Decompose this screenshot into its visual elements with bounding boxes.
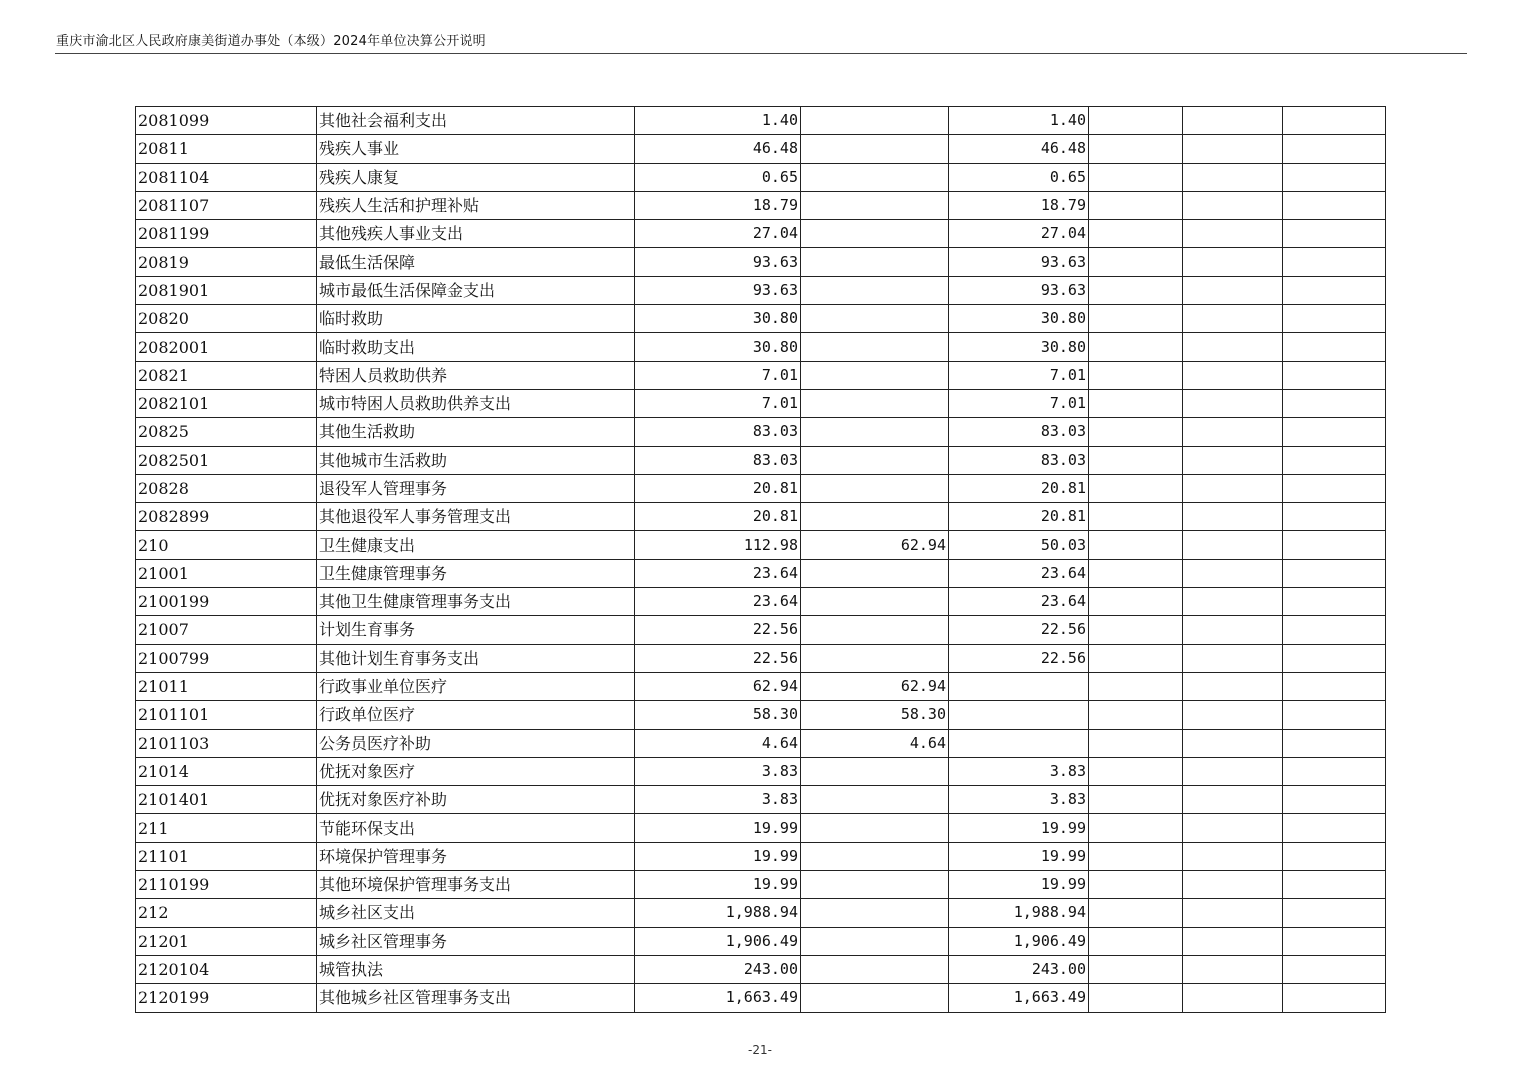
cell-subject-code: 2100199 [136,588,317,616]
cell-total: 4.64 [635,729,801,757]
cell-project-expenditure: 93.63 [949,276,1089,304]
table-row [136,333,1386,361]
cell-column-7 [1183,644,1283,672]
cell-column-8 [1283,701,1386,729]
cell-project-expenditure: 7.01 [949,361,1089,389]
cell-basic-expenditure [801,163,949,191]
cell-column-7 [1183,786,1283,814]
cell-subject-code: 2101103 [136,729,317,757]
cell-subject-code: 20819 [136,248,317,276]
cell-subject-name: 优抚对象医疗 [317,757,635,785]
cell-column-7 [1183,446,1283,474]
cell-column-6 [1089,531,1183,559]
cell-subject-name: 计划生育事务 [317,616,635,644]
table-row [136,672,1386,700]
cell-basic-expenditure [801,361,949,389]
cell-basic-expenditure [801,927,949,955]
cell-subject-code: 2082101 [136,389,317,417]
cell-basic-expenditure [801,333,949,361]
cell-column-7 [1183,474,1283,502]
cell-basic-expenditure: 4.64 [801,729,949,757]
cell-subject-name: 退役军人管理事务 [317,474,635,502]
table-row [136,191,1386,219]
cell-column-6 [1089,955,1183,983]
cell-total: 30.80 [635,305,801,333]
cell-basic-expenditure [801,418,949,446]
cell-basic-expenditure [801,474,949,502]
cell-total: 1,988.94 [635,899,801,927]
cell-total: 23.64 [635,559,801,587]
cell-subject-name: 其他退役军人事务管理支出 [317,503,635,531]
cell-subject-code: 21014 [136,757,317,785]
cell-subject-code: 21101 [136,842,317,870]
table-row [136,220,1386,248]
cell-subject-name: 行政事业单位医疗 [317,672,635,700]
cell-basic-expenditure [801,305,949,333]
cell-project-expenditure: 27.04 [949,220,1089,248]
cell-subject-code: 2101401 [136,786,317,814]
cell-column-8 [1283,163,1386,191]
cell-column-8 [1283,418,1386,446]
cell-subject-name: 残疾人康复 [317,163,635,191]
cell-subject-code: 2081104 [136,163,317,191]
cell-subject-code: 20820 [136,305,317,333]
cell-subject-code: 2081901 [136,276,317,304]
cell-column-6 [1089,163,1183,191]
cell-subject-name: 行政单位医疗 [317,701,635,729]
cell-basic-expenditure [801,220,949,248]
expenditure-table [135,106,1386,1013]
cell-column-6 [1089,842,1183,870]
cell-column-7 [1183,927,1283,955]
cell-total: 1,906.49 [635,927,801,955]
cell-subject-name: 城市特困人员救助供养支出 [317,389,635,417]
cell-total: 7.01 [635,361,801,389]
table-row [136,871,1386,899]
table-row [136,107,1386,135]
cell-total: 19.99 [635,871,801,899]
cell-column-6 [1089,588,1183,616]
cell-column-8 [1283,503,1386,531]
cell-basic-expenditure [801,757,949,785]
cell-subject-code: 20828 [136,474,317,502]
cell-subject-code: 2110199 [136,871,317,899]
cell-column-6 [1089,644,1183,672]
cell-project-expenditure: 3.83 [949,786,1089,814]
cell-subject-name: 其他生活救助 [317,418,635,446]
cell-column-8 [1283,786,1386,814]
cell-subject-name: 城管执法 [317,955,635,983]
cell-basic-expenditure [801,248,949,276]
cell-subject-code: 2082899 [136,503,317,531]
cell-column-6 [1089,446,1183,474]
cell-column-6 [1089,220,1183,248]
cell-subject-name: 优抚对象医疗补助 [317,786,635,814]
cell-subject-name: 城乡社区管理事务 [317,927,635,955]
cell-column-6 [1089,107,1183,135]
cell-subject-name: 其他城乡社区管理事务支出 [317,984,635,1012]
cell-total: 3.83 [635,786,801,814]
cell-subject-name: 残疾人生活和护理补贴 [317,191,635,219]
cell-project-expenditure: 1,988.94 [949,899,1089,927]
cell-subject-name: 其他计划生育事务支出 [317,644,635,672]
cell-column-8 [1283,333,1386,361]
cell-column-7 [1183,729,1283,757]
cell-column-8 [1283,531,1386,559]
cell-column-6 [1089,672,1183,700]
cell-column-8 [1283,191,1386,219]
cell-subject-code: 2120199 [136,984,317,1012]
cell-subject-code: 21001 [136,559,317,587]
cell-subject-name: 其他卫生健康管理事务支出 [317,588,635,616]
cell-column-8 [1283,305,1386,333]
cell-total: 83.03 [635,418,801,446]
cell-column-6 [1089,276,1183,304]
cell-total: 19.99 [635,842,801,870]
table-row [136,616,1386,644]
cell-column-8 [1283,814,1386,842]
cell-project-expenditure: 22.56 [949,616,1089,644]
table-row [136,842,1386,870]
cell-subject-name: 临时救助支出 [317,333,635,361]
cell-subject-code: 20821 [136,361,317,389]
cell-project-expenditure: 30.80 [949,305,1089,333]
table-row [136,163,1386,191]
cell-total: 1,663.49 [635,984,801,1012]
table-row [136,757,1386,785]
cell-project-expenditure: 7.01 [949,389,1089,417]
cell-subject-code: 2081199 [136,220,317,248]
cell-column-6 [1089,927,1183,955]
cell-column-8 [1283,984,1386,1012]
cell-total: 0.65 [635,163,801,191]
cell-column-8 [1283,644,1386,672]
cell-total: 20.81 [635,474,801,502]
cell-project-expenditure: 3.83 [949,757,1089,785]
cell-column-6 [1089,559,1183,587]
cell-project-expenditure: 22.56 [949,644,1089,672]
cell-basic-expenditure [801,616,949,644]
cell-project-expenditure: 18.79 [949,191,1089,219]
cell-basic-expenditure [801,135,949,163]
table-row [136,248,1386,276]
cell-column-8 [1283,135,1386,163]
cell-basic-expenditure [801,984,949,1012]
cell-column-6 [1089,503,1183,531]
cell-column-6 [1089,701,1183,729]
cell-column-8 [1283,616,1386,644]
cell-subject-code: 2081107 [136,191,317,219]
cell-column-6 [1089,418,1183,446]
cell-subject-name: 公务员医疗补助 [317,729,635,757]
table-row [136,899,1386,927]
cell-subject-code: 2082501 [136,446,317,474]
table-row [136,786,1386,814]
cell-column-7 [1183,531,1283,559]
cell-column-7 [1183,135,1283,163]
cell-project-expenditure: 0.65 [949,163,1089,191]
cell-total: 112.98 [635,531,801,559]
cell-column-7 [1183,220,1283,248]
cell-total: 243.00 [635,955,801,983]
cell-total: 93.63 [635,276,801,304]
cell-project-expenditure: 19.99 [949,814,1089,842]
cell-total: 27.04 [635,220,801,248]
cell-total: 20.81 [635,503,801,531]
cell-subject-name: 卫生健康支出 [317,531,635,559]
cell-column-7 [1183,814,1283,842]
cell-column-7 [1183,672,1283,700]
cell-subject-code: 212 [136,899,317,927]
cell-column-7 [1183,418,1283,446]
cell-total: 3.83 [635,757,801,785]
cell-column-7 [1183,871,1283,899]
cell-column-6 [1089,984,1183,1012]
cell-column-8 [1283,107,1386,135]
cell-basic-expenditure [801,446,949,474]
cell-column-7 [1183,701,1283,729]
cell-column-7 [1183,955,1283,983]
table-row [136,389,1386,417]
cell-column-8 [1283,361,1386,389]
cell-column-8 [1283,729,1386,757]
cell-project-expenditure: 243.00 [949,955,1089,983]
cell-column-8 [1283,927,1386,955]
cell-column-7 [1183,333,1283,361]
cell-column-8 [1283,559,1386,587]
cell-total: 46.48 [635,135,801,163]
cell-column-8 [1283,955,1386,983]
cell-basic-expenditure: 62.94 [801,672,949,700]
table-body [136,107,1386,1013]
cell-subject-name: 卫生健康管理事务 [317,559,635,587]
table-row [136,644,1386,672]
table-row [136,418,1386,446]
cell-subject-name: 其他社会福利支出 [317,107,635,135]
cell-subject-code: 21201 [136,927,317,955]
table-row [136,559,1386,587]
cell-column-8 [1283,389,1386,417]
cell-subject-code: 21011 [136,672,317,700]
cell-column-8 [1283,899,1386,927]
cell-total: 83.03 [635,446,801,474]
cell-project-expenditure: 83.03 [949,446,1089,474]
cell-subject-name: 最低生活保障 [317,248,635,276]
cell-column-7 [1183,984,1283,1012]
table-row [136,927,1386,955]
cell-basic-expenditure: 58.30 [801,701,949,729]
cell-project-expenditure: 23.64 [949,559,1089,587]
cell-subject-name: 临时救助 [317,305,635,333]
cell-column-7 [1183,842,1283,870]
cell-basic-expenditure [801,503,949,531]
cell-column-8 [1283,276,1386,304]
cell-column-8 [1283,588,1386,616]
cell-column-6 [1089,248,1183,276]
cell-column-7 [1183,616,1283,644]
cell-column-8 [1283,220,1386,248]
cell-total: 23.64 [635,588,801,616]
cell-project-expenditure: 20.81 [949,503,1089,531]
cell-column-7 [1183,588,1283,616]
cell-column-6 [1089,616,1183,644]
cell-total: 93.63 [635,248,801,276]
cell-column-6 [1089,814,1183,842]
cell-column-8 [1283,871,1386,899]
cell-column-6 [1089,871,1183,899]
cell-basic-expenditure [801,588,949,616]
cell-basic-expenditure [801,644,949,672]
cell-column-7 [1183,559,1283,587]
cell-project-expenditure [949,672,1089,700]
cell-column-6 [1089,899,1183,927]
cell-column-8 [1283,474,1386,502]
cell-total: 30.80 [635,333,801,361]
cell-column-7 [1183,389,1283,417]
cell-subject-code: 2120104 [136,955,317,983]
cell-column-6 [1089,135,1183,163]
cell-total: 19.99 [635,814,801,842]
cell-column-6 [1089,191,1183,219]
cell-basic-expenditure [801,842,949,870]
cell-project-expenditure: 1,906.49 [949,927,1089,955]
cell-column-7 [1183,503,1283,531]
cell-subject-code: 2082001 [136,333,317,361]
cell-basic-expenditure [801,899,949,927]
cell-column-7 [1183,191,1283,219]
cell-subject-code: 20825 [136,418,317,446]
cell-project-expenditure [949,729,1089,757]
cell-project-expenditure: 20.81 [949,474,1089,502]
cell-total: 58.30 [635,701,801,729]
table-row [136,305,1386,333]
cell-subject-code: 2081099 [136,107,317,135]
table-row [136,814,1386,842]
cell-subject-code: 210 [136,531,317,559]
cell-column-6 [1089,305,1183,333]
cell-project-expenditure: 46.48 [949,135,1089,163]
cell-subject-code: 20811 [136,135,317,163]
cell-column-8 [1283,757,1386,785]
cell-project-expenditure: 83.03 [949,418,1089,446]
cell-subject-code: 211 [136,814,317,842]
document-header-title: 重庆市渝北区人民政府康美街道办事处（本级）2024年单位决算公开说明 [56,34,486,49]
cell-column-7 [1183,248,1283,276]
cell-column-6 [1089,729,1183,757]
cell-column-8 [1283,672,1386,700]
table-row [136,503,1386,531]
cell-column-6 [1089,757,1183,785]
cell-column-6 [1089,474,1183,502]
cell-subject-name: 节能环保支出 [317,814,635,842]
cell-total: 18.79 [635,191,801,219]
table-row [136,135,1386,163]
table-row [136,984,1386,1012]
cell-project-expenditure: 30.80 [949,333,1089,361]
cell-total: 7.01 [635,389,801,417]
cell-basic-expenditure [801,107,949,135]
table-row [136,276,1386,304]
cell-column-7 [1183,757,1283,785]
cell-subject-name: 城乡社区支出 [317,899,635,927]
table-row [136,701,1386,729]
cell-column-8 [1283,248,1386,276]
cell-subject-name: 其他残疾人事业支出 [317,220,635,248]
cell-basic-expenditure [801,786,949,814]
table-row [136,729,1386,757]
cell-project-expenditure: 23.64 [949,588,1089,616]
cell-project-expenditure: 19.99 [949,842,1089,870]
cell-column-8 [1283,446,1386,474]
cell-column-7 [1183,276,1283,304]
cell-project-expenditure: 1,663.49 [949,984,1089,1012]
table-row [136,446,1386,474]
cell-subject-name: 特困人员救助供养 [317,361,635,389]
cell-project-expenditure: 1.40 [949,107,1089,135]
cell-subject-name: 其他环境保护管理事务支出 [317,871,635,899]
cell-subject-code: 2101101 [136,701,317,729]
cell-basic-expenditure [801,191,949,219]
cell-column-6 [1089,389,1183,417]
cell-subject-name: 残疾人事业 [317,135,635,163]
cell-total: 62.94 [635,672,801,700]
cell-column-7 [1183,305,1283,333]
cell-basic-expenditure [801,955,949,983]
cell-column-7 [1183,163,1283,191]
cell-total: 1.40 [635,107,801,135]
cell-column-6 [1089,361,1183,389]
cell-column-7 [1183,899,1283,927]
page-number: -21- [748,1043,772,1057]
cell-subject-name: 其他城市生活救助 [317,446,635,474]
cell-project-expenditure [949,701,1089,729]
cell-column-7 [1183,107,1283,135]
cell-project-expenditure: 19.99 [949,871,1089,899]
cell-basic-expenditure [801,871,949,899]
cell-total: 22.56 [635,644,801,672]
cell-subject-name: 城市最低生活保障金支出 [317,276,635,304]
cell-column-6 [1089,786,1183,814]
table-row [136,531,1386,559]
cell-basic-expenditure [801,814,949,842]
cell-basic-expenditure [801,559,949,587]
cell-project-expenditure: 93.63 [949,248,1089,276]
cell-basic-expenditure: 62.94 [801,531,949,559]
cell-subject-name: 环境保护管理事务 [317,842,635,870]
cell-basic-expenditure [801,276,949,304]
cell-subject-code: 2100799 [136,644,317,672]
cell-project-expenditure: 50.03 [949,531,1089,559]
cell-column-8 [1283,842,1386,870]
cell-total: 22.56 [635,616,801,644]
table-row [136,588,1386,616]
cell-column-7 [1183,361,1283,389]
cell-column-6 [1089,333,1183,361]
cell-basic-expenditure [801,389,949,417]
cell-subject-code: 21007 [136,616,317,644]
header-divider [55,53,1467,54]
table-row [136,361,1386,389]
table-row [136,474,1386,502]
table-row [136,955,1386,983]
